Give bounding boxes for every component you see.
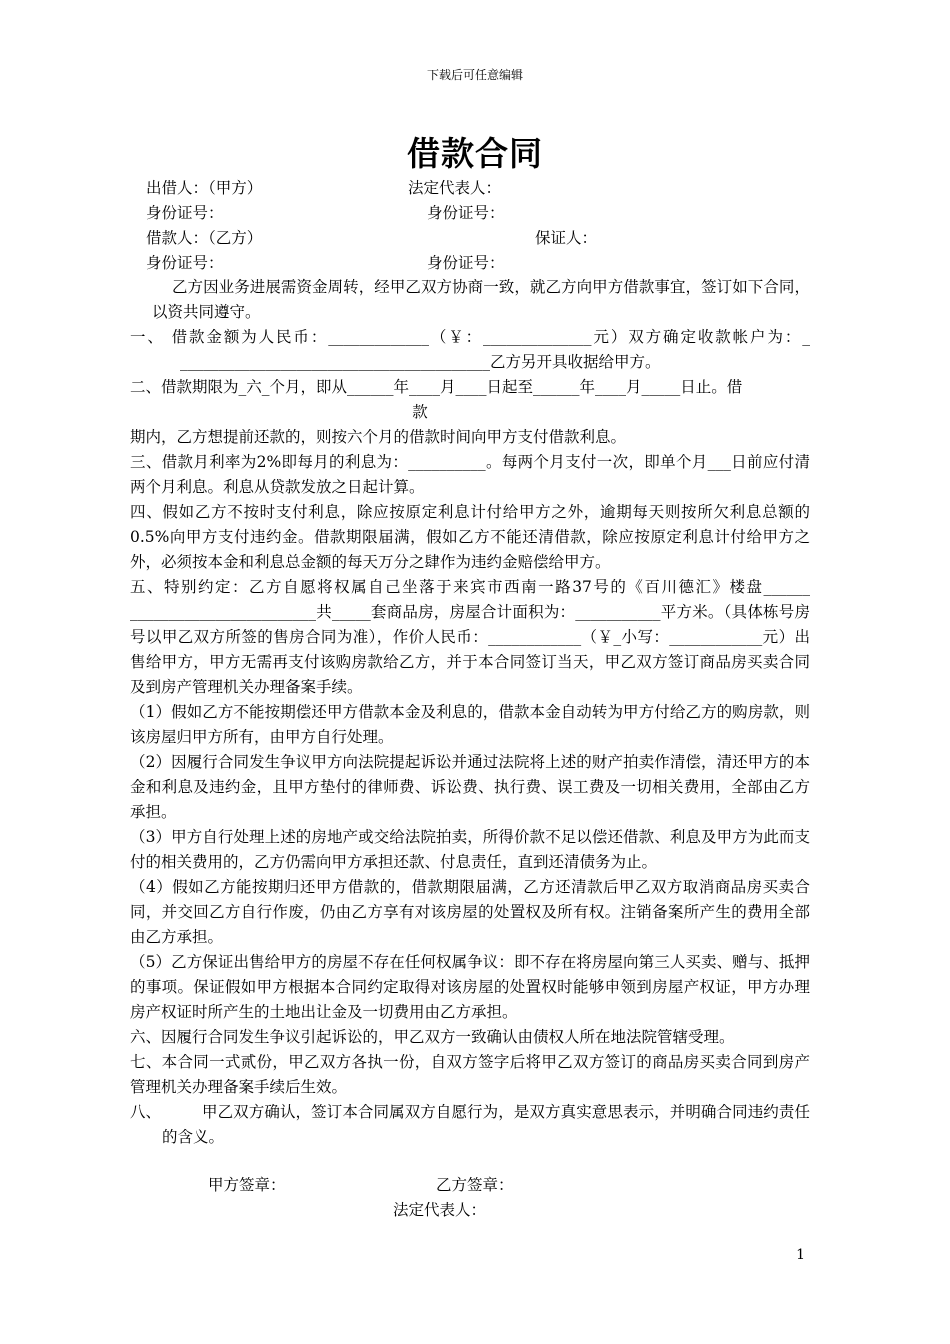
borrower-id-label: 身份证号： (146, 254, 224, 272)
clause-8-text: 甲乙双方确认，签订本合同属双方自愿行为，是双方真实意思表示，并明确合同违约责任的含义。 (162, 1103, 810, 1146)
clause-5-item-1: （1）假如乙方不能按期偿还甲方借款本金及利息的，借款本金自动转为甲方付给乙方的购房款，则该房屋归甲方所有，由甲方自行处理。 (130, 703, 810, 746)
clause-6: 六、因履行合同发生争议引起诉讼的，甲乙双方一致确认由债权人所在地法院管辖受理。 (130, 1028, 735, 1046)
header-note: 下载后可任意编辑 (426, 68, 523, 82)
borrower-label: 借款人：（乙方） (146, 229, 263, 247)
clause-8 (130, 1100, 810, 1150)
clause-2-line-3: 期内，乙方想提前还款的，则按六个月的借款时间向甲方支付借款利息。 (130, 428, 627, 446)
clause-3: 三、借款月利率为2%即每月的利息为：__________。每两个月支付一次，即单个月___日前应付清两个月利息。利息从贷款发放之日起计算。 (130, 453, 810, 496)
lender-id-label: 身份证号： (146, 204, 224, 222)
clause-5-item-5: （5）乙方保证出售给甲方的房屋不存在任何权属争议：即不存在将房屋向第三人买卖、赠与、抵押的事项。保证假如甲方根据本合同约定取得对该房屋的处置权时能够申领到房屋产权证，甲方办理房产权证时所产生的土地出让金及一切费用由乙方承担。 (130, 953, 810, 1021)
legal-rep-label: 法定代表人： (408, 179, 502, 197)
clause-2-line-1: 二、借款期限为_六_个月，即从______年____月____日起至______年____月_____日止。借 (130, 378, 743, 396)
clause-2-line-2: 款 (412, 403, 428, 421)
intro-paragraph: 乙方因业务进展需资金周转，经甲乙双方协商一致，就乙方向甲方借款事宜，签订如下合同，以资共同遵守。 (152, 278, 810, 321)
clause-5: 五、特别约定：乙方自愿将权属自己坐落于来宾市西南一路37号的《百川德汇》楼盘______ ________________________共_____套商品房，房屋合计面积为：___________平方米。（具体栋号房号以甲乙双方所签的售房合同为准），作价人民币：____________（￥_小写：____________元）出售给甲方，甲方无需再支付该购房款给乙方，并于本合同签订当天，甲乙双方签订商品房买卖合同及到房产管理机关办理备案手续。 (130, 578, 810, 696)
page-number: 1 (796, 1247, 805, 1263)
clause-5-item-4: （4）假如乙方能按期归还甲方借款的，借款期限届满，乙方还清款后甲乙双方取消商品房买卖合同，并交回乙方自行作废，仍由乙方享有对该房屋的处置权及所有权。注销备案所产生的费用全部由乙方承担。 (130, 878, 810, 946)
guarantor-label: 保证人： (535, 229, 598, 247)
clause-5-item-3: （3）甲方自行处理上述的房地产或交给法院拍卖，所得价款不足以偿还借款、利息及甲方为此而支付的相关费用的，乙方仍需向甲方承担还款、付息责任，直到还清债务为止。 (130, 828, 810, 871)
party-b-signature-label: 乙方签章： (436, 1176, 514, 1194)
clause-1: 一、 借款金额为人民币：_____________（￥：______________元）双方确定收款帐户为：_ ________________________________________乙方另开具收据给甲方。 (130, 328, 810, 371)
document-title: 借款合同 (407, 134, 543, 173)
clause-5-item-2: （2）因履行合同发生争议甲方向法院提起诉讼并通过法院将上述的财产拍卖作清偿，清还甲方的本金和利息及违约金，且甲方垫付的律师费、诉讼费、执行费、误工费及一切相关费用，全部由乙方承担。 (130, 753, 810, 821)
legal-rep-id-label: 身份证号： (427, 204, 505, 222)
clause-4: 四、假如乙方不按时支付利息，除应按原定利息计付给甲方之外，逾期每天则按所欠利息总额的0.5%向甲方支付违约金。借款期限届满，假如乙方不能还清借款，除应按原定利息计付给甲方之外，必须按本金和利息总金额的每天万分之肆作为违约金赔偿给甲方。 (130, 503, 810, 571)
contract-body (130, 275, 810, 1150)
clause-8-number: 八、 (130, 1103, 162, 1121)
party-a-signature-label: 甲方签章： (208, 1176, 286, 1194)
clause-7: 七、本合同一式贰份，甲乙双方各执一份，自双方签字后将甲乙双方签订的商品房买卖合同到房产管理机关办理备案手续后生效。 (130, 1053, 810, 1096)
legal-rep-signature-label: 法定代表人： (393, 1201, 487, 1219)
guarantor-id-label: 身份证号： (427, 254, 505, 272)
lender-label: 出借人：（甲方） (146, 179, 263, 197)
